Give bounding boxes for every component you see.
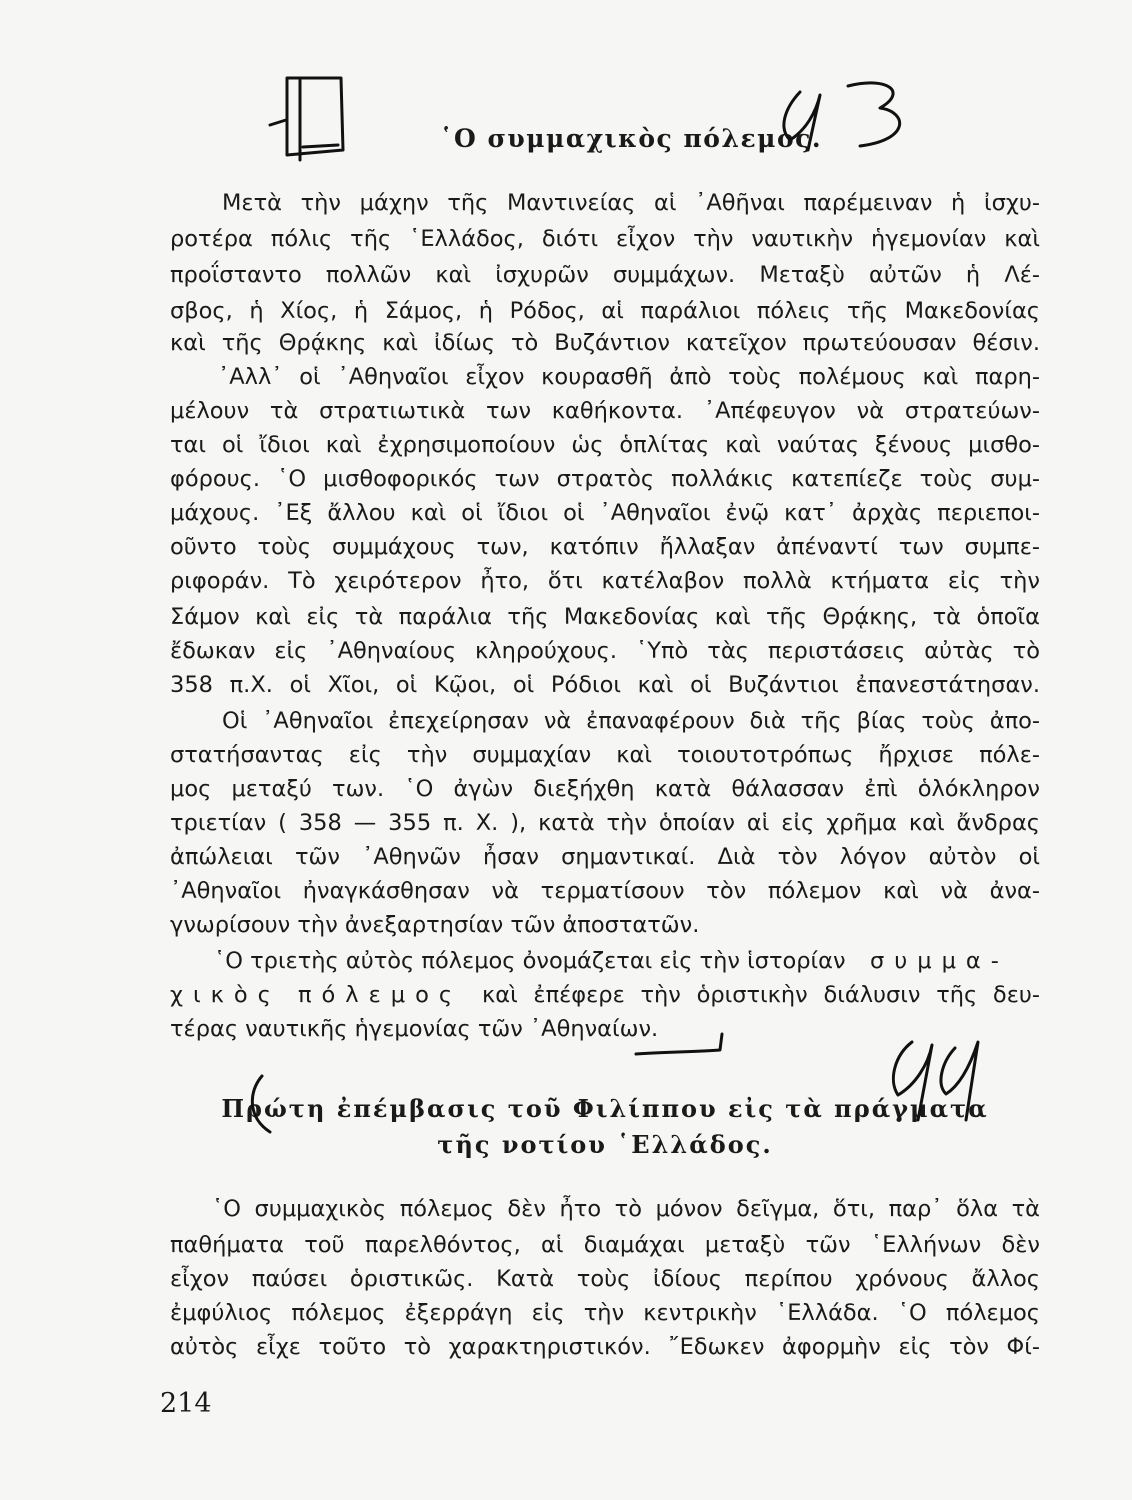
text-line: σβος, ἡ Χίος, ἡ Σάμος, ἡ Ρόδος, αἱ παράλιοι πόλεις τῆς Μακεδονίας [170,298,1040,324]
section-heading: Πρώτη ἐπέμβασις τοῦ Φιλίππου εἰς τὰ πράγματα [221,1094,989,1123]
spaced-emphasis: συμμα- [870,948,1009,974]
text-fragment: ῾Ο τριετὴς αὐτὸς πόλεμος ὀνομάζεται εἰς τὴν ἱστορίαν [214,948,846,974]
text-line: 358 π.Χ. οἱ Χῖοι, οἱ Κῷοι, οἱ Ρόδιοι καὶ οἱ Βυζάντιοι ἐπανεστάτησαν. [170,672,1040,698]
text-line: μάχους. ᾽Εξ ἄλλου καὶ οἱ ἴδιοι οἱ ᾽Αθηναῖοι ἐνῷ κατ᾽ ἀρχὰς περιεποι- [170,500,1040,526]
text-line: ἔδωκαν εἰς ᾽Αθηναίους κληρούχους. ῾Υπὸ τὰς περιστάσεις αὐτὰς τὸ [170,638,1040,664]
text-line: εἶχον παύσει ὁριστικῶς. Κατὰ τοὺς ἰδίους περίπου χρόνους ἄλλος [170,1266,1040,1292]
text-line: ᾽Αθηναῖοι ἠναγκάσθησαν νὰ τερματίσουν τὸν πόλεμον καὶ νὰ ἀνα- [170,878,1040,904]
text-line: παθήματα τοῦ παρελθόντος, αἱ διαμάχαι μεταξὺ τῶν ῾Ελλήνων δὲν [170,1232,1040,1258]
text-line: ῾Ο συμμαχικὸς πόλεμος δὲν ἦτο τὸ μόνον δεῖγμα, ὅτι, παρ᾽ ὅλα τὰ [212,1196,1040,1222]
section-title: ῾Ο συμμαχικὸς πόλεμος. [440,124,823,153]
section-heading: τῆς νοτίου ῾Ελλάδος. [437,1130,773,1159]
text-line: ται οἱ ἴδιοι καὶ ἐχρησιμοποίουν ὡς ὁπλίτας καὶ ναύτας ξένους μισθο- [170,432,1040,458]
text-line: γνωρίσουν τὴν ἀνεξαρτησίαν τῶν ἀποστατῶν. [170,912,700,938]
page-number: 214 [160,1388,212,1419]
text-line: ᾽Αλλ᾽ οἱ ᾽Αθηναῖοι εἶχον κουρασθῆ ἀπὸ τοὺς πολέμους καὶ παρη- [218,364,1040,390]
text-line: προΐσταντο πολλῶν καὶ ἰσχυρῶν συμμάχων. Μεταξὺ αὐτῶν ἡ Λέ- [170,262,1040,288]
spaced-emphasis: χικὸς πόλεμος [170,982,463,1008]
text-line: ἐμφύλιος πόλεμος ἐξερράγη εἰς τὴν κεντρικὴν ῾Ελλάδα. ῾Ο πόλεμος [170,1300,1040,1326]
bracket-mark [270,78,343,160]
text-line [170,944,1040,978]
text-line: τριετίαν ( 358 — 355 π. Χ. ), κατὰ τὴν ὁποίαν αἱ εἰς χρῆμα καὶ ἄνδρας [170,810,1040,836]
text-line: Σάμον καὶ εἰς τὰ παράλια τῆς Μακεδονίας καὶ τῆς Θρᾴκης, τὰ ὁποῖα [170,604,1040,630]
text-line: Οἱ ᾽Αθηναῖοι ἐπεχείρησαν νὰ ἐπαναφέρουν διὰ τῆς βίας τοὺς ἀπο- [222,708,1040,734]
text-line: φόρους. ῾Ο μισθοφορικός των στρατὸς πολλάκις κατεπίεζε τοὺς συμ- [170,466,1040,492]
text-line: ροτέρα πόλις τῆς ῾Ελλάδος, διότι εἶχον τὴν ναυτικὴν ἡγεμονίαν καὶ [170,226,1040,252]
text-line: καὶ τῆς Θρᾴκης καὶ ἰδίως τὸ Βυζάντιον κατεῖχον πρωτεύουσαν θέσιν. [170,330,1040,356]
text-line: μέλουν τὰ στρατιωτικὰ των καθήκοντα. ᾽Απέφευγον νὰ στρατεύων- [170,398,1040,424]
text-line [170,978,1040,1012]
text-line: αὐτὸς εἶχε τοῦτο τὸ χαρακτηριστικόν. ῎Εδωκεν ἀφορμὴν εἰς τὸν Φί- [170,1334,1040,1360]
text-line: Μετὰ τὴν μάχην τῆς Μαντινείας αἱ ᾽Αθῆναι παρέμειναν ἡ ἰσχυ- [222,190,1040,216]
text-line: μος μεταξύ των. ῾Ο ἀγὼν διεξήχθη κατὰ θάλασσαν ἐπὶ ὁλόκληρον [170,776,1040,802]
text-fragment: καὶ ἐπέφερε τὴν ὁριστικὴν διάλυσιν τῆς δευ- [482,982,1040,1008]
text-line: οῦντο τοὺς συμμάχους των, κατόπιν ἤλλαξαν ἀπέναντί των συμπε- [170,534,1040,560]
text-line: ριφοράν. Τὸ χειρότερον ἦτο, ὅτι κατέλαβον πολλὰ κτήματα εἰς τὴν [170,568,1040,594]
text-line: τέρας ναυτικῆς ἡγεμονίας τῶν ᾽Αθηναίων. [170,1016,659,1042]
text-line: στατήσαντας εἰς τὴν συμμαχίαν καὶ τοιουτοτρόπως ἤρχισε πόλε- [170,742,1040,768]
text-line: ἀπώλειαι τῶν ᾽Αθηνῶν ἦσαν σημαντικαί. Διὰ τὸν λόγον αὐτὸν οἱ [170,844,1040,870]
